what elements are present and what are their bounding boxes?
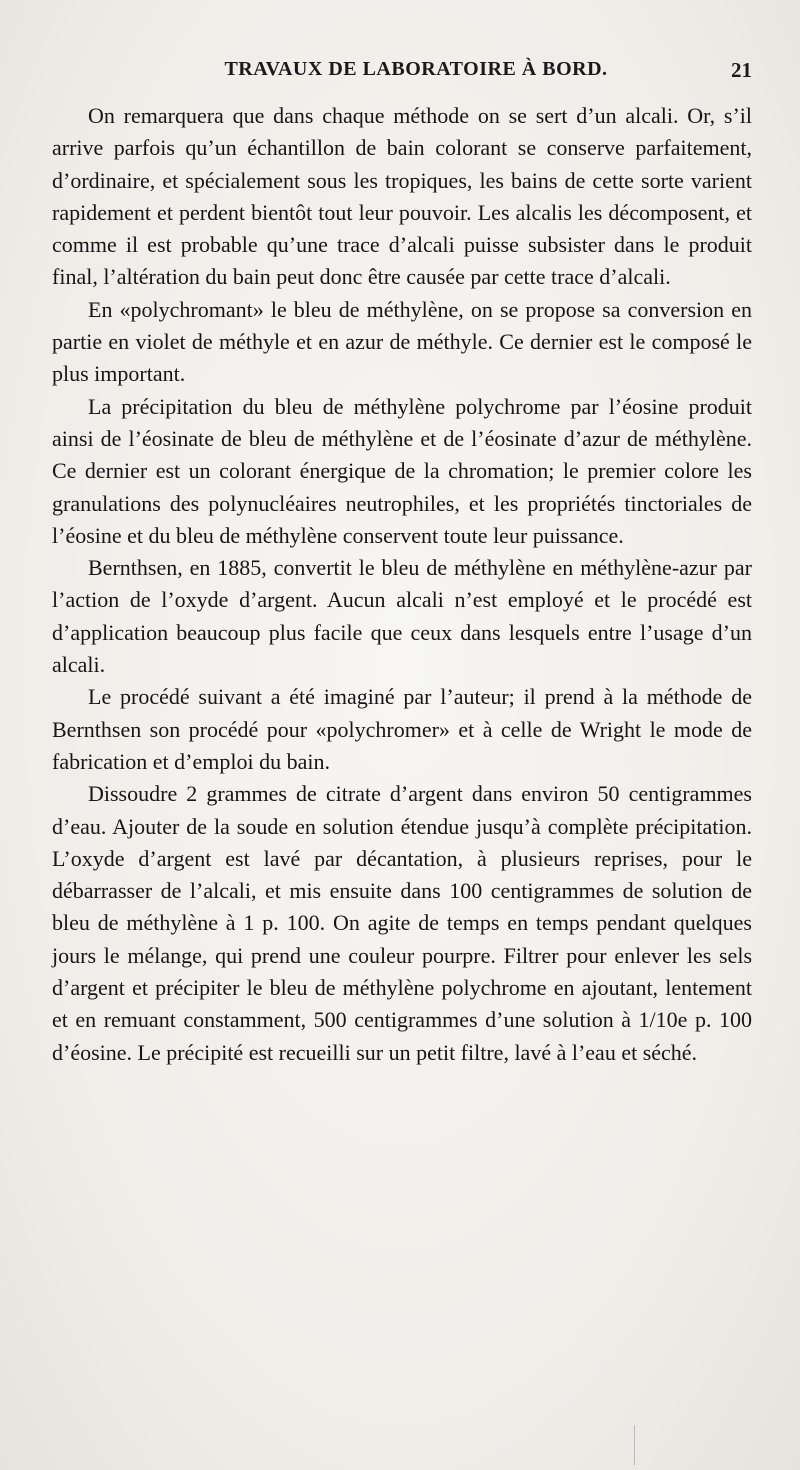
paragraph-2: En «polychromant» le bleu de méthylène, on se propose sa conversion en partie en violet de méthyle et en azur de méthyle. Ce dernier est le composé le plus important. [52, 296, 752, 387]
paragraph-3: La précipitation du bleu de méthylène polychrome par l’éosine produit ainsi de l’éosinate de bleu de méthylène et de l’éosinate d’azur de méthylène. Ce dernier est un colorant énergique de la chromation; le premier colore les granulations des polynucléaires neutrophiles, et les propriétés tinctoriales de l’éosine et du bleu de méthylène conservent toute leur puissance. [52, 393, 752, 548]
paragraph-5: Le procédé suivant a été imaginé par l’auteur; il prend à la méthode de Bernthsen son procédé pour «polychromer» et à celle de Wright le mode de fabrication et d’emploi du bain. [52, 684, 752, 774]
body-text [52, 100, 752, 1069]
paragraph-1: On remarquera que dans chaque méthode on se sert d’un alcali. Or, s’il arrive parfois qu’un échantillon de bain colorant se conserve parfaitement, d’ordinaire, et spécialement sous les tropiques, les bains de cette sorte varient rapidement et perdent bientôt tout leur pouvoir. Les alcalis les décomposent, et comme il est probable qu’une trace d’alcali puisse subsister dans le produit final, l’altération du bain peut donc être causée par cette trace d’alcali. [52, 103, 752, 290]
scan-mark [634, 1425, 635, 1465]
page-number: 21 [731, 58, 752, 82]
paragraph-4: Bernthsen, en 1885, convertit le bleu de méthylène en méthylène-azur par l’action de l’oxyde d’argent. Aucun alcali n’est employé et le procédé est d’application beaucoup plus facile que ceux dans lesquels entre l’usage d’un alcali. [52, 555, 752, 678]
paragraph-6: Dissoudre 2 grammes de citrate d’argent dans environ 50 centigrammes d’eau. Ajouter de la soude en solution étendue jusqu’à complète précipitation. L’oxyde d’argent est lavé par décantation, à plusieurs reprises, pour le débarrasser de l’alcali, et mis ensuite dans 100 centigrammes de solution de bleu de méthylène à 1 p. 100. On agite de temps en temps pendant quelques jours le mélange, qui prend une couleur pourpre. Filtrer pour enlever les sels d’argent et précipiter le bleu de méthylène polychrome en ajoutant, lentement et en remuant constamment, 500 centigrammes d’une solution à 1/10e p. 100 d’éosine. Le précipité est recueilli sur un petit filtre, lavé à l’eau et séché. [52, 781, 752, 1065]
running-head [80, 58, 752, 88]
running-title: TRAVAUX DE LABORATOIRE À BORD. [224, 58, 608, 80]
